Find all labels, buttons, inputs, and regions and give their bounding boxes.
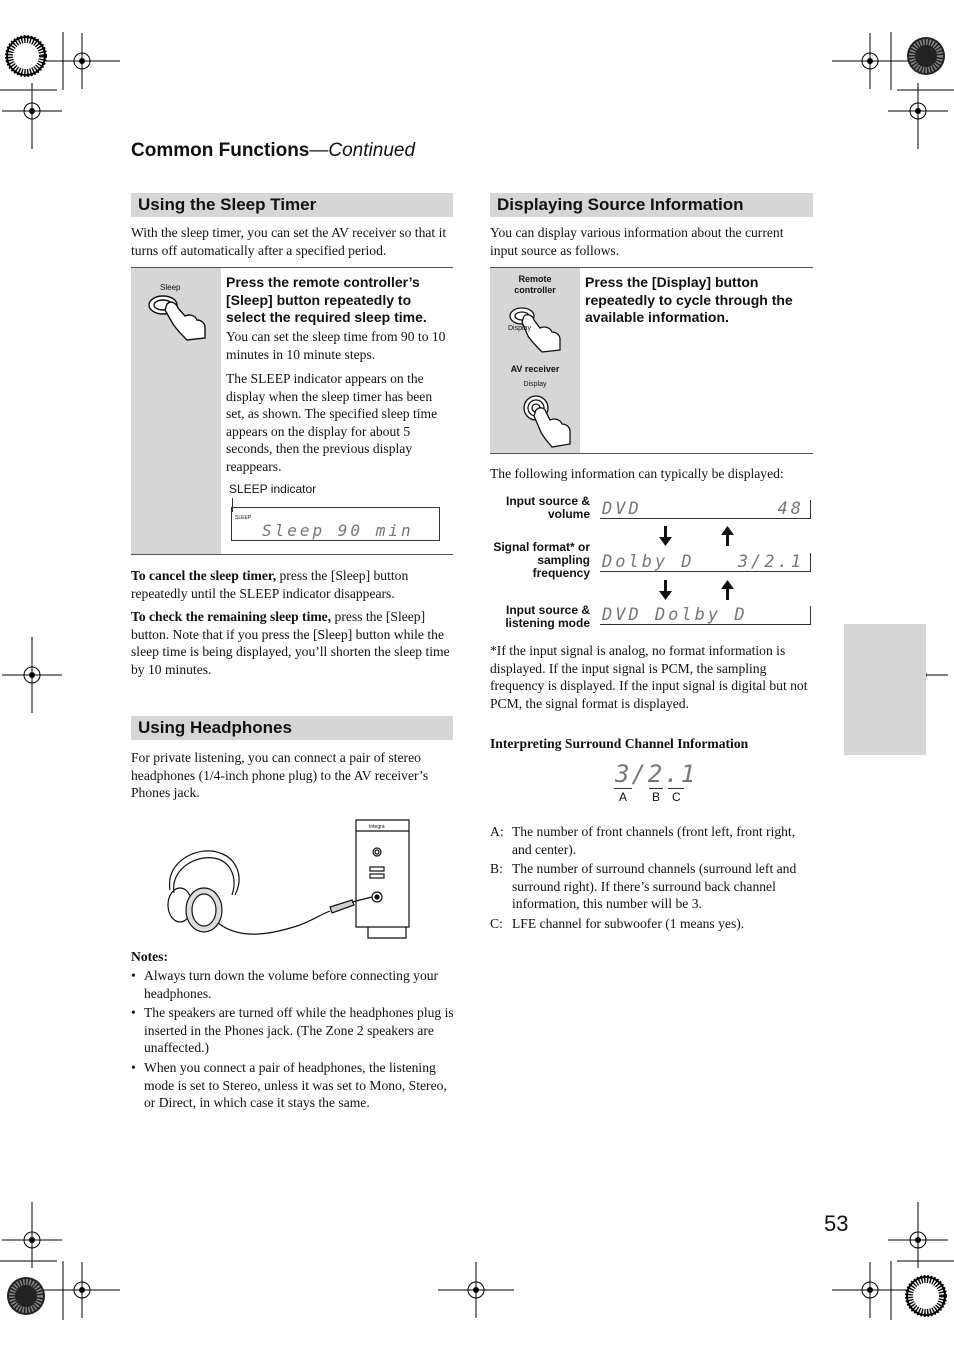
abc-underline-a [614, 788, 632, 789]
receiver-display-label: Display [523, 381, 547, 388]
row1-display [600, 500, 811, 519]
display-button-receiver-icon [520, 392, 580, 450]
sleep-lcd-display [231, 507, 440, 541]
notes-list [131, 967, 455, 1112]
format-footnote: *If the input signal is analog, no format information is displayed. If the input signal is PCM, the sampling frequency is displayed. If the input signal is digital but not PCM, the signal format is displayed. [490, 643, 808, 711]
page-header [131, 140, 415, 162]
notes-title: Notes: [131, 949, 168, 964]
surround-title: Interpreting Surround Channel Information [490, 736, 749, 751]
note-item: • The speakers are turned off while the headphones plug is inserted in the Phones jack. (The Zone 2 speakers are unaffected.) [131, 1005, 454, 1056]
row2-right: 3/2.1 [737, 552, 804, 572]
row3-display [600, 606, 811, 625]
row2-display [600, 553, 811, 572]
remote-display-label: Display [508, 325, 531, 332]
receiver-brand: Integra [369, 824, 385, 830]
following-text: The following information can typically be displayed: [490, 466, 784, 481]
row3-left: DVD Dolby D [602, 605, 748, 625]
check-bold: To check the remaining sleep time, [131, 609, 332, 624]
lcd-sleep-indicator: SLEEP [235, 515, 252, 521]
row3-label: Input source & listening mode [505, 603, 590, 630]
sleep-step-body1: You can set the sleep time from 90 to 10 minutes in 10 minute steps. [226, 329, 446, 362]
row1-right: 48 [777, 499, 804, 519]
abc-label-c: C [672, 790, 681, 804]
sleep-check-text [131, 608, 455, 678]
sleep-heading: Using the Sleep Timer [131, 193, 453, 217]
cycle-arrows-2 [655, 578, 745, 602]
header-title: Common Functions [131, 140, 310, 161]
sleep-step-title: Press the remote controller’s [Sleep] button repeatedly to select the required sleep time. [226, 274, 427, 325]
surround-definitions [490, 823, 814, 933]
note-text: The speakers are turned off while the headphones plug is inserted in the Phones jack. (The Zone 2 speakers are unaffected.) [144, 1005, 454, 1056]
side-tab [844, 624, 926, 755]
sleep-indicator-label: SLEEP indicator [229, 482, 317, 496]
definition-item: C: LFE channel for subwoofer (1 means yes). [490, 915, 745, 931]
row2-label: Signal format* or sampling frequency [493, 540, 590, 580]
abc-label-a: A [619, 790, 628, 804]
sleep-step-body2: The SLEEP indicator appears on the display when the sleep timer has been set, as shown. The specified sleep time appears on the display for about 5 seconds, then the previous display reappears. [226, 371, 438, 474]
definition-item: B: The number of surround channels (surround left and surround right). If there’s surround back channel information, this number will be 3. [490, 861, 797, 912]
abc-underline-c [668, 788, 684, 789]
row1-left: DVD [602, 499, 642, 519]
surround-display: 3/2.1 [615, 760, 698, 788]
remote-controller-label: Remote controller [514, 274, 556, 295]
source-step-box [490, 267, 813, 454]
row1-label: Input source & volume [505, 494, 590, 521]
cycle-arrows-1 [655, 524, 745, 548]
page-number: 53 [824, 1211, 849, 1236]
note-text: When you connect a pair of headphones, the listening mode is set to Stereo, unless it was set to Mono, Stereo, or Direct, in which case it stays the same. [144, 1059, 447, 1111]
check-rest: press the [Sleep] button. Note that if you press the [Sleep] button while the sleep time is being displayed, you’ll shorten the sleep time by 10 minutes. [131, 609, 450, 677]
note-text: Always turn down the volume before connecting your headphones. [144, 968, 439, 1001]
sleep-button-press-icon [145, 280, 217, 342]
sleep-icon-panel [131, 268, 221, 554]
abc-underline-b [649, 788, 663, 789]
note-item: • Always turn down the volume before connecting your headphones. [131, 968, 439, 1001]
headphones-intro: For private listening, you can connect a pair of stereo headphones (1/4-inch phone plug) to the AV receiver’s Phones jack. [131, 750, 429, 801]
sleep-intro: With the sleep timer, you can set the AV receiver so that it turns off automatically after a specified period. [131, 225, 447, 258]
source-heading: Displaying Source Information [490, 193, 813, 217]
row2-left: Dolby D [602, 552, 695, 572]
av-receiver-label: AV receiver [510, 364, 560, 374]
header-continued: —Continued [309, 140, 416, 161]
cancel-bold: To cancel the sleep timer, [131, 568, 277, 583]
source-intro: You can display various information about the current input source as follows. [490, 225, 784, 258]
abc-label-b: B [652, 790, 661, 804]
headphones-illustration [160, 815, 412, 941]
sleep-cancel-text [131, 567, 455, 602]
sleep-button-label: Sleep [160, 283, 181, 292]
lcd-sleep-text: Sleep 90 min [262, 521, 414, 540]
sleep-step-box [131, 267, 453, 555]
headphones-heading: Using Headphones [131, 716, 453, 740]
source-step-title: Press the [Display] button repeatedly to cycle through the available information. [585, 274, 793, 325]
definition-item: A: The number of front channels (front left, front right, and center). [490, 824, 796, 857]
note-item: • When you connect a pair of headphones, the listening mode is set to Stereo, unless it was set to Mono, Stereo, or Direct, in which case it stays the same. [131, 1059, 447, 1111]
cancel-rest: press the [Sleep] button repeatedly until the SLEEP indicator disappears. [131, 568, 409, 601]
source-icon-panel [490, 268, 580, 453]
